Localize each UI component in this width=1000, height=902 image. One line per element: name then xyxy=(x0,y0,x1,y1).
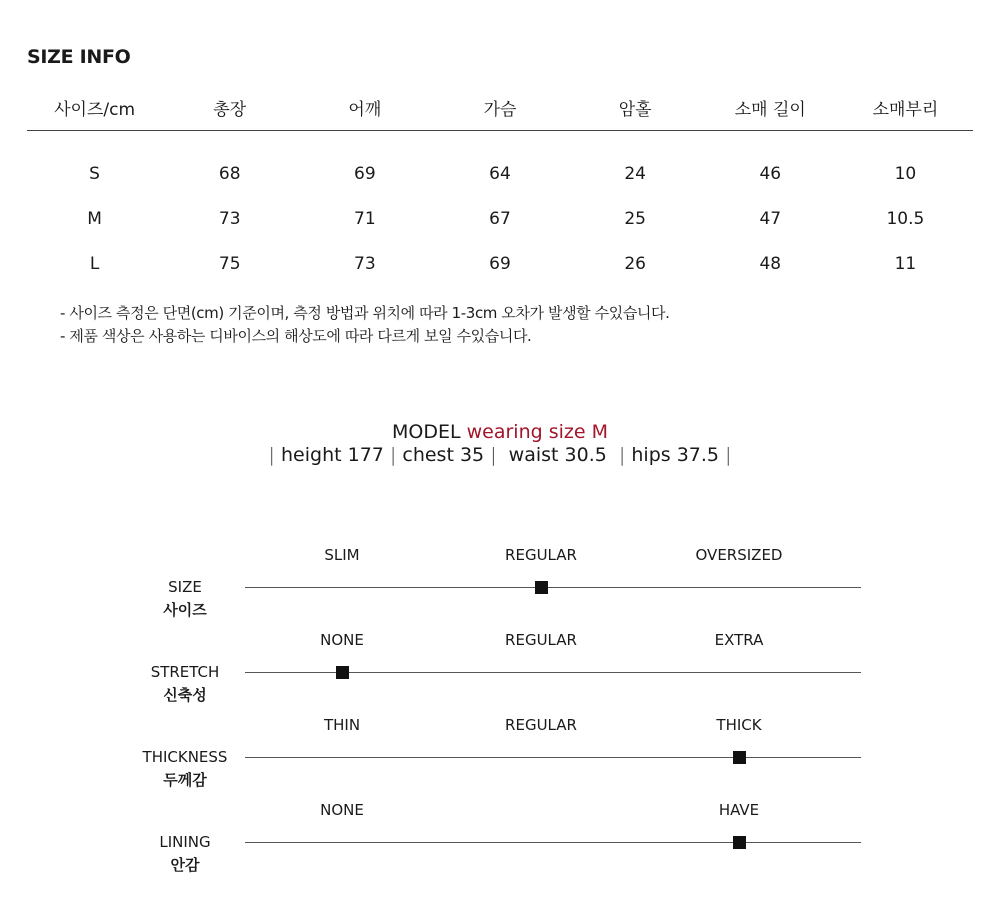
fit-marker xyxy=(535,581,548,594)
model-wearing-size: wearing size M xyxy=(466,421,608,443)
fit-label-en: THICKNESS xyxy=(142,748,228,766)
fit-label-kr: 두께감 xyxy=(163,771,207,789)
table-cell: 73 xyxy=(218,208,241,229)
fit-label-kr: 신축성 xyxy=(163,686,207,704)
table-cell: S xyxy=(89,163,100,184)
fit-row-stretch xyxy=(0,630,1000,715)
fit-label-lining xyxy=(125,831,245,877)
separator: | xyxy=(725,444,732,466)
table-cell: 75 xyxy=(218,253,241,274)
fit-option: OVERSIZED xyxy=(695,546,783,564)
table-cell: 68 xyxy=(218,163,241,184)
fit-label-size xyxy=(125,576,245,622)
table-cell: 24 xyxy=(624,163,646,184)
fit-label-kr: 안감 xyxy=(170,856,200,874)
table-cell: 69 xyxy=(489,253,511,274)
column-header-chest: 가슴 xyxy=(432,84,567,131)
column-header-sleeve-opening: 소매부리 xyxy=(838,84,973,131)
separator: | xyxy=(490,444,497,466)
separator: | xyxy=(618,444,626,466)
table-cell: 10.5 xyxy=(886,208,925,229)
fit-scale-line xyxy=(245,757,861,758)
column-header-length: 총장 xyxy=(162,84,297,131)
separator: | xyxy=(268,444,275,466)
fit-scale-line xyxy=(245,587,861,588)
size-table xyxy=(27,84,973,286)
fit-row-thickness xyxy=(0,715,1000,800)
fit-option: REGULAR xyxy=(505,631,577,649)
table-cell: L xyxy=(89,253,100,274)
fit-label-kr: 사이즈 xyxy=(163,601,207,619)
model-waist: waist 30.5 xyxy=(508,444,607,466)
table-row xyxy=(27,131,973,197)
fit-label-en: LINING xyxy=(159,833,211,851)
fit-marker xyxy=(336,666,349,679)
fit-label-thickness xyxy=(125,746,245,792)
table-cell: 11 xyxy=(894,253,917,274)
table-row xyxy=(27,196,973,241)
fit-row-lining xyxy=(0,800,1000,885)
fit-label-en: STRETCH xyxy=(150,663,220,681)
column-header-armhole: 암홀 xyxy=(568,84,703,131)
column-header-size: 사이즈/cm xyxy=(27,84,162,131)
model-chest: chest 35 xyxy=(402,444,485,466)
fit-option: HAVE xyxy=(718,801,760,819)
column-header-shoulder: 어깨 xyxy=(297,84,432,131)
table-cell: 67 xyxy=(489,208,511,229)
table-cell: 64 xyxy=(489,163,511,184)
note-color: - 제품 색상은 사용하는 디바이스의 해상도에 따라 다르게 보일 수있습니다. xyxy=(60,327,532,345)
table-cell: 71 xyxy=(354,208,376,229)
fit-option: THIN xyxy=(323,716,361,734)
table-cell: 48 xyxy=(759,253,782,274)
fit-option: NONE xyxy=(320,801,364,819)
size-notes xyxy=(60,302,669,348)
size-info-title: SIZE INFO xyxy=(27,46,131,68)
fit-option: EXTRA xyxy=(714,631,764,649)
table-cell: 69 xyxy=(354,163,376,184)
column-header-sleeve-length: 소매 길이 xyxy=(703,84,838,131)
fit-scale-line xyxy=(245,842,861,843)
fit-option: THICK xyxy=(716,716,762,734)
model-measurements xyxy=(0,444,1000,466)
model-height: height 177 xyxy=(281,444,384,466)
fit-option: REGULAR xyxy=(505,546,577,564)
table-cell: 26 xyxy=(624,253,646,274)
fit-option: SLIM xyxy=(324,546,360,564)
table-header-row xyxy=(27,84,973,131)
fit-marker xyxy=(733,836,746,849)
table-cell: 47 xyxy=(759,208,782,229)
fit-marker xyxy=(733,751,746,764)
table-cell: 46 xyxy=(759,163,782,184)
table-row xyxy=(27,241,973,286)
fit-row-size xyxy=(0,545,1000,630)
note-measurement: - 사이즈 측정은 단면(cm) 기준이며, 측정 방법과 위치에 따라 1-3cm 오차가 발생할 수있습니다. xyxy=(60,304,670,322)
table-cell: M xyxy=(87,208,102,229)
fit-option: NONE xyxy=(320,631,364,649)
model-prefix: MODEL xyxy=(392,421,467,443)
table-cell: 73 xyxy=(354,253,376,274)
separator: | xyxy=(389,444,397,466)
model-heading xyxy=(0,421,1000,443)
table-cell: 25 xyxy=(624,208,646,229)
fit-option: REGULAR xyxy=(505,716,577,734)
fit-label-stretch xyxy=(125,661,245,707)
table-cell: 10 xyxy=(894,163,917,184)
fit-label-en: SIZE xyxy=(168,578,202,596)
model-hips: hips 37.5 xyxy=(631,444,719,466)
